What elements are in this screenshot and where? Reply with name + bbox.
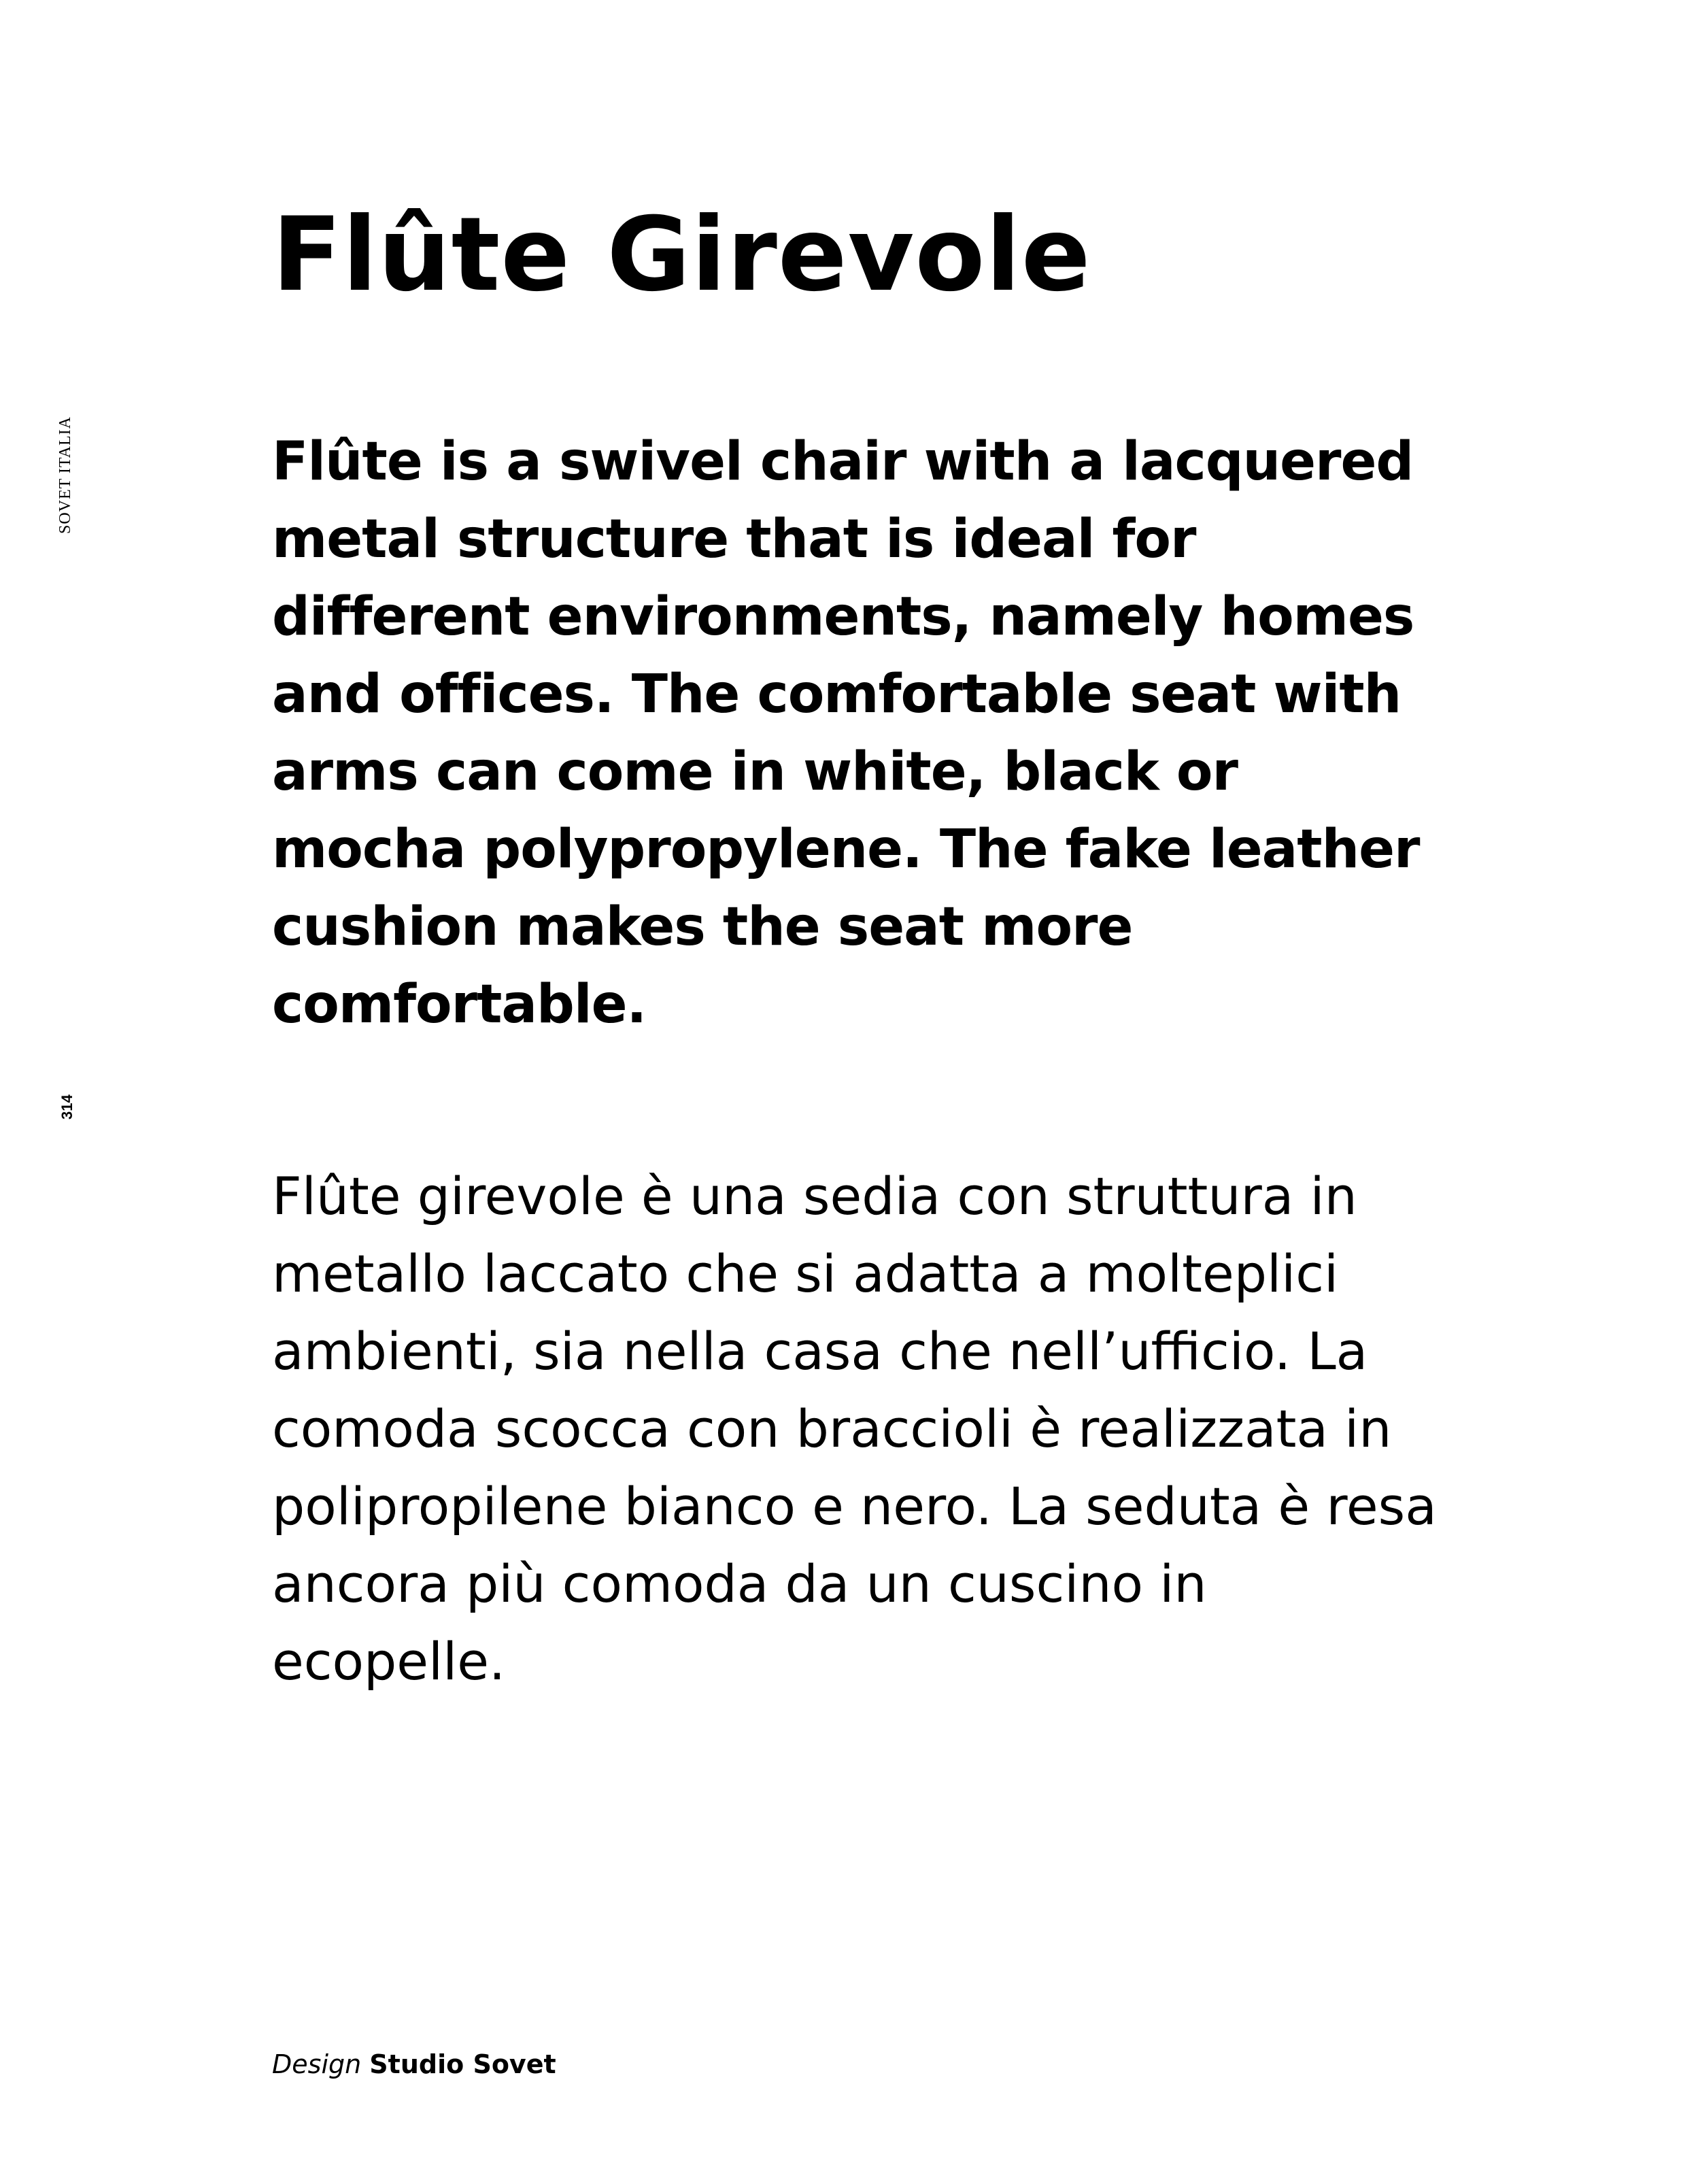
design-credit-label: Design bbox=[272, 2049, 362, 2079]
design-credit-name: Studio Sovet bbox=[369, 2049, 556, 2079]
design-credit bbox=[272, 2049, 556, 2080]
product-title: Flûte Girevole bbox=[272, 196, 1091, 314]
page-number: 314 bbox=[58, 1094, 75, 1120]
description-english: Flûte is a swivel chair with a lacquered metal structure that is ideal for different environments, namely homes and offices. The comfortable seat with arms can come in white, black or mocha polypropylene. The fake leather cushion makes the seat more comfortable. bbox=[272, 431, 1420, 1035]
brand-vertical-label: SOVET ITALIA bbox=[56, 416, 74, 534]
description-italian: Flûte girevole è una sedia con struttura in metallo laccato che si adatta a molteplici ambienti, sia nella casa che nell’ufficio. La comoda scocca con braccioli è realizzata in polipropilene bianco e nero. La seduta è resa ancora più comoda da un cuscino in ecopelle. bbox=[272, 1166, 1437, 1692]
